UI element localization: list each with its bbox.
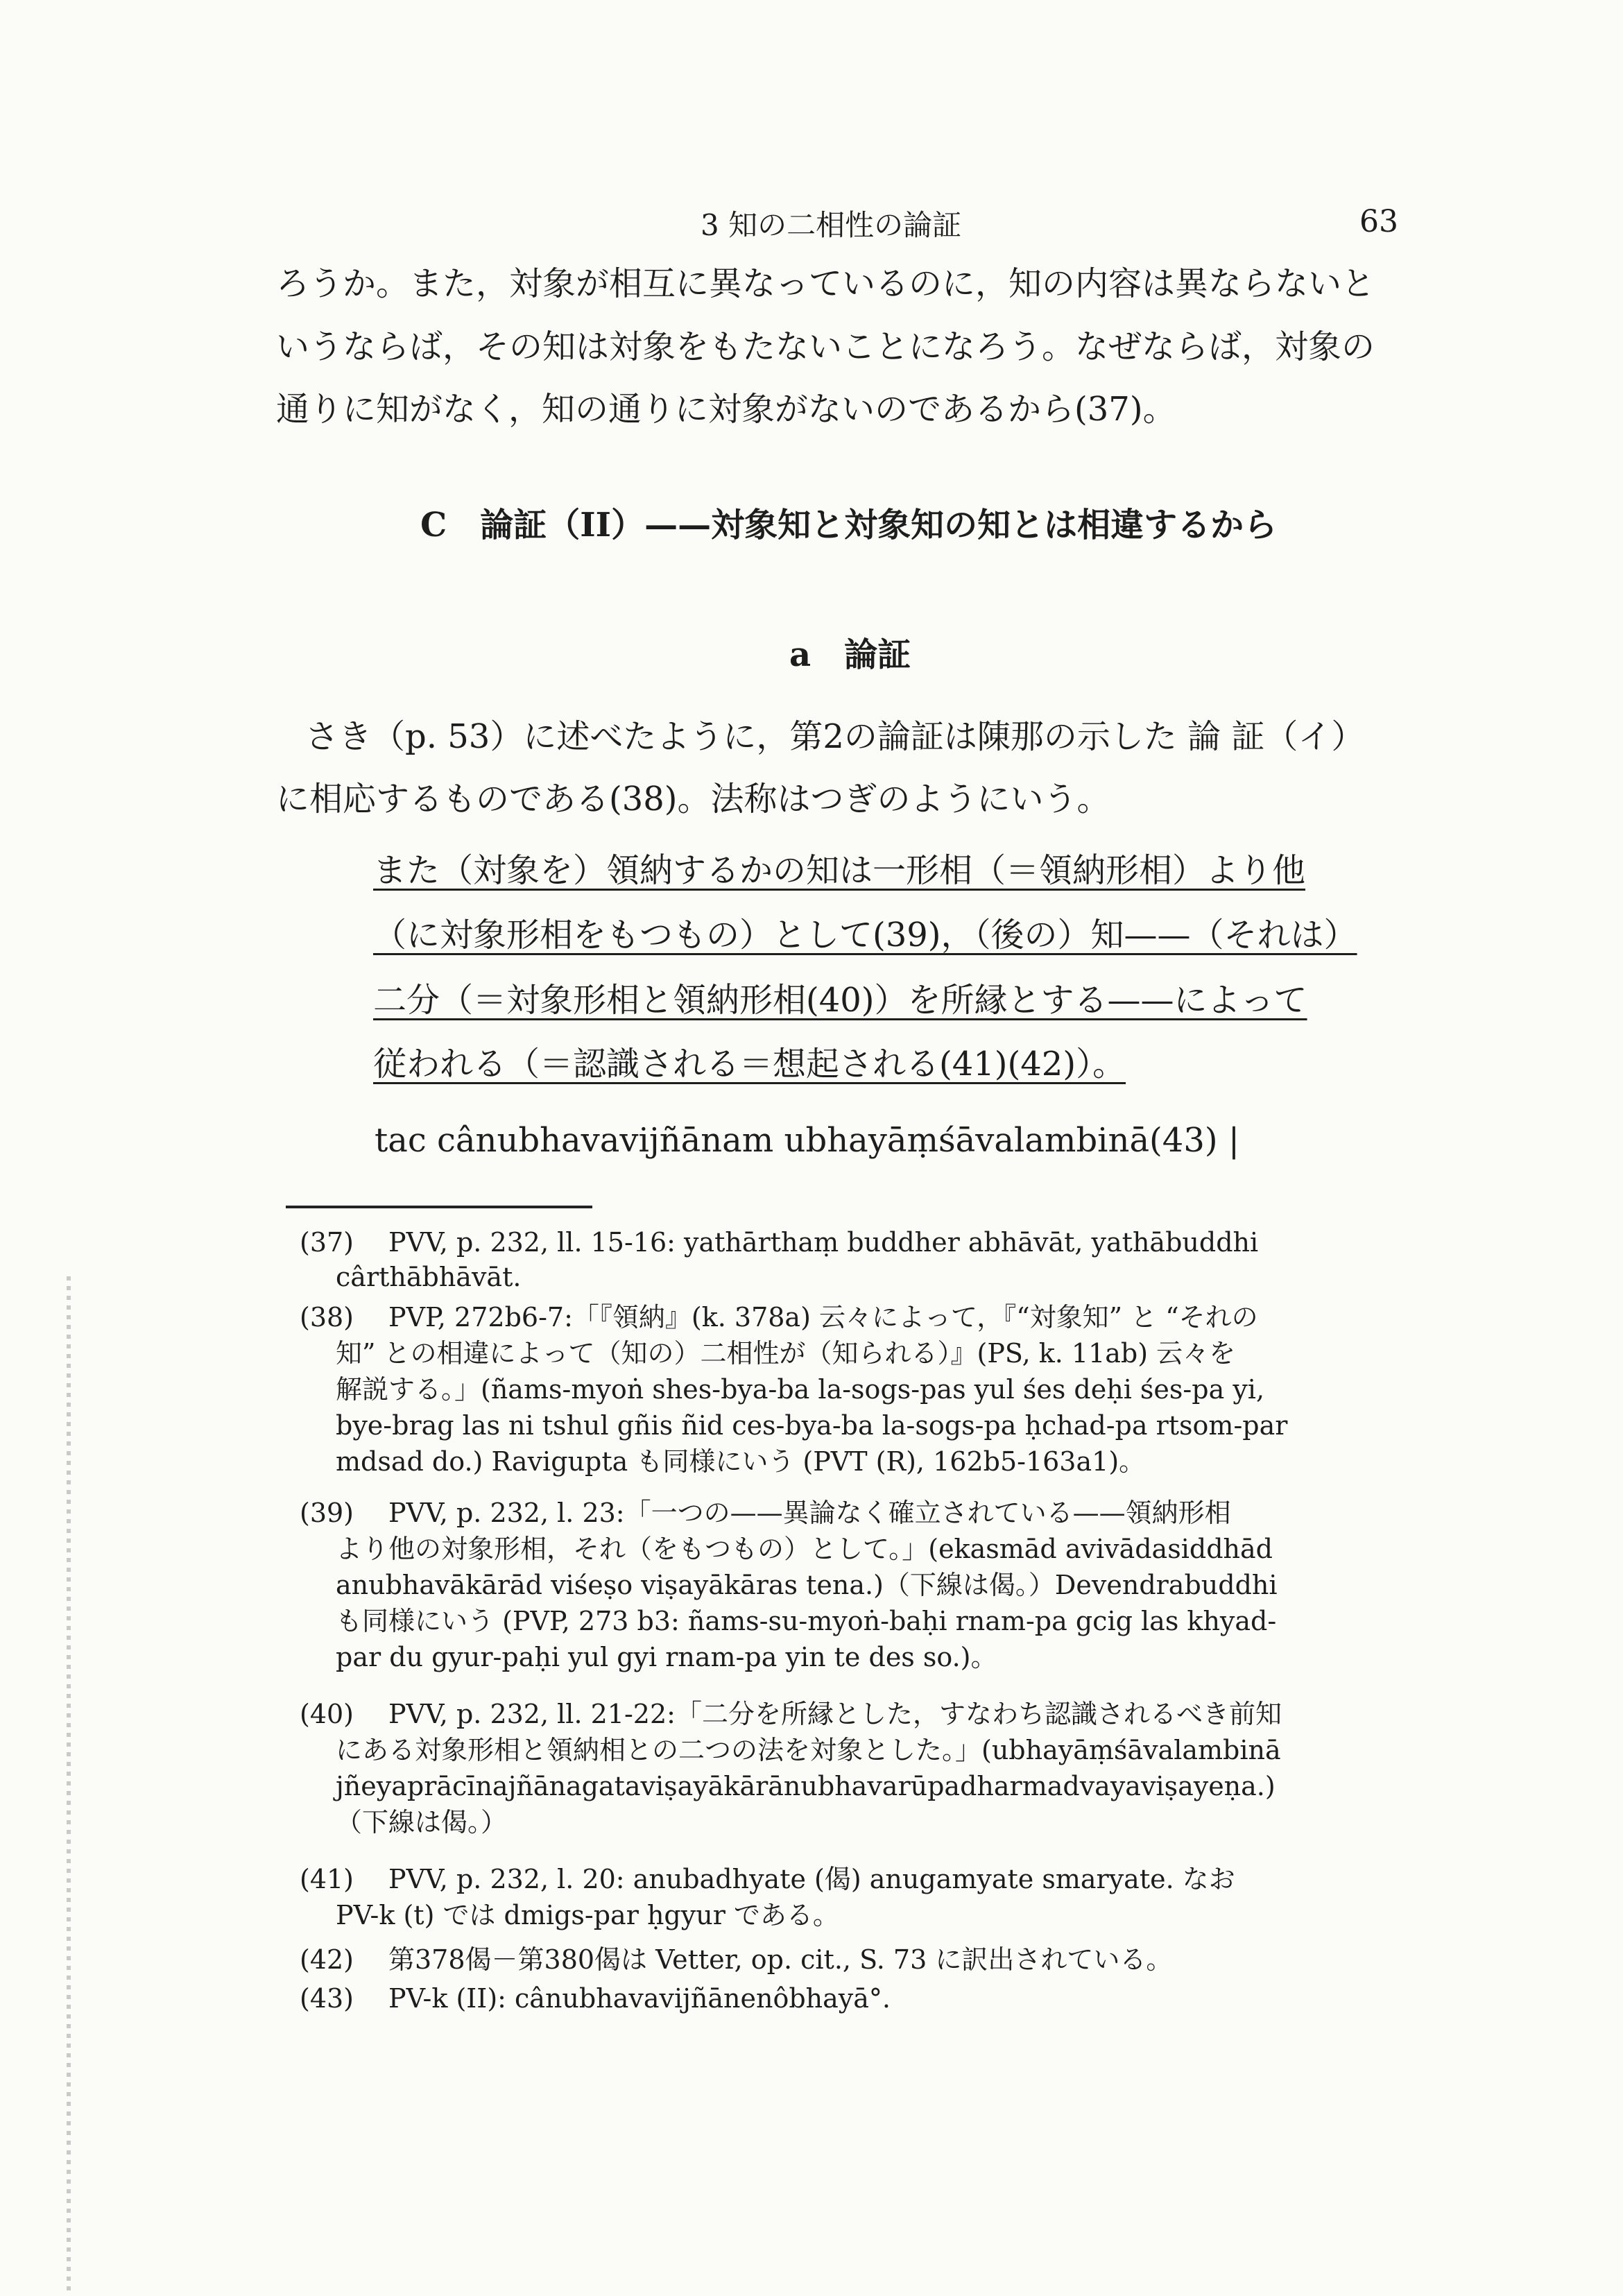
footnote-line: jñeyaprācīnajñānagataviṣayākārānubhavarūpadharmadvayaviṣayeṇa.) xyxy=(336,1771,1276,1801)
footnote-rule xyxy=(286,1206,592,1208)
footnote-line: PVV, p. 232, l. 20: anubadhyate (偈) anugamyate smaryate. なお xyxy=(388,1864,1235,1894)
footnote-line: 知” との相違によって（知の）二相性が（知られる）』(PS, k. 11ab) 云々を xyxy=(336,1338,1236,1369)
footnote-line: PV-k (II): cânubhavavijñānenôbhayā°. xyxy=(388,1983,891,2014)
footnote-line: 解説する。」(ñams-myoṅ shes-bya-ba la-sogs-pas yul śes deḥi śes-pa yi, xyxy=(336,1374,1265,1405)
footnote-label: (40) xyxy=(300,1699,354,1729)
footnote-line: anubhavākārād viśeṣo viṣayākāras tena.)（下線は偈。）Devendrabuddhi xyxy=(336,1570,1278,1600)
footnote-line: PVV, p. 232, ll. 21-22:「二分を所縁とした，すなわち認識されるべき前知 xyxy=(388,1699,1282,1729)
quote-line: 従われる（＝認識される＝想起される(41)(42)）。 xyxy=(373,1045,1126,1083)
footnote-label: (37) xyxy=(300,1227,354,1258)
footnote-line: 第378偈－第380偈は Vetter, op. cit., S. 73 に訳出されている。 xyxy=(388,1944,1173,1975)
body-line: 通りに知がなく，知の通りに対象がないのであるから(37)。 xyxy=(276,390,1176,429)
footnote-line: より他の対象形相，それ（をもつもの）として。」(ekasmād avivādasiddhād xyxy=(336,1534,1273,1564)
sanskrit-verse: tac cânubhavavijñānam ubhayāṃśāvalambinā(43) | xyxy=(375,1121,1240,1160)
footnote-label: (39) xyxy=(300,1498,354,1528)
footnote-line: （下線は偈。） xyxy=(336,1807,508,1837)
footnote-label: (41) xyxy=(300,1864,354,1894)
footnote-line: cârthābhāvāt. xyxy=(336,1262,522,1292)
body-line: に相応するものである(38)。法称はつぎのようにいう。 xyxy=(276,780,1110,819)
footnote-line: にある対象形相と領納相との二つの法を対象とした。」(ubhayāṃśāvalambinā xyxy=(336,1735,1281,1765)
page-number: 63 xyxy=(1359,204,1398,239)
footnote-line: par du gyur-paḥi yul gyi rnam-pa yin te des so.)。 xyxy=(336,1642,997,1672)
footnote-label: (43) xyxy=(300,1983,354,2014)
footnote-line: bye-brag las ni tshul gñis ñid ces-bya-ba la-sogs-pa ḥchad-pa rtsom-par xyxy=(336,1410,1288,1441)
scan-edge-artifact xyxy=(67,1276,71,2296)
footnote-line: も同様にいう (PVP, 273 b3: ñams-su-myoṅ-baḥi rnam-pa gcig las khyad- xyxy=(336,1606,1277,1636)
footnote-line: PVV, p. 232, ll. 15-16: yathārthaṃ buddher abhāvāt, yathābuddhi xyxy=(388,1227,1259,1258)
body-line: いうならば，その知は対象をもたないことになろう。なぜならば，対象の xyxy=(276,327,1375,366)
footnote-line: mdsad do.) Ravigupta も同様にいう (PVT (R), 162b5-163a1)。 xyxy=(336,1446,1146,1477)
running-header-title: 3 知の二相性の論証 xyxy=(701,208,962,242)
section-heading-c: C 論証（II）——対象知と対象知の知とは相違するから xyxy=(420,506,1278,545)
footnote-label: (38) xyxy=(300,1302,354,1333)
footnote-label: (42) xyxy=(300,1944,354,1975)
subsection-heading-a: a 論証 xyxy=(789,635,911,674)
body-line: ろうか。また，対象が相互に異なっているのに，知の内容は異ならないと xyxy=(276,264,1375,303)
quote-line: また（対象を）領納するかの知は一形相（＝領納形相）より他 xyxy=(373,851,1306,890)
quote-line: （に対象形相をもつもの）として(39)，（後の）知——（それは） xyxy=(373,916,1357,954)
footnote-line: PVP, 272b6-7:「『領納』(k. 378a) 云々によって，『“対象知” と “それの xyxy=(388,1302,1258,1333)
footnote-line: PV-k (t) では dmigs-par ḥgyur である。 xyxy=(336,1900,839,1930)
body-line: さき（p. 53）に述べたように，第2の論証は陳那の示した 論 証（イ） xyxy=(305,717,1365,756)
quote-line: 二分（＝対象形相と領納形相(40)）を所縁とする——によって xyxy=(373,981,1307,1020)
footnote-line: PVV, p. 232, l. 23:「一つの——異論なく確立されている——領納形相 xyxy=(388,1498,1231,1528)
